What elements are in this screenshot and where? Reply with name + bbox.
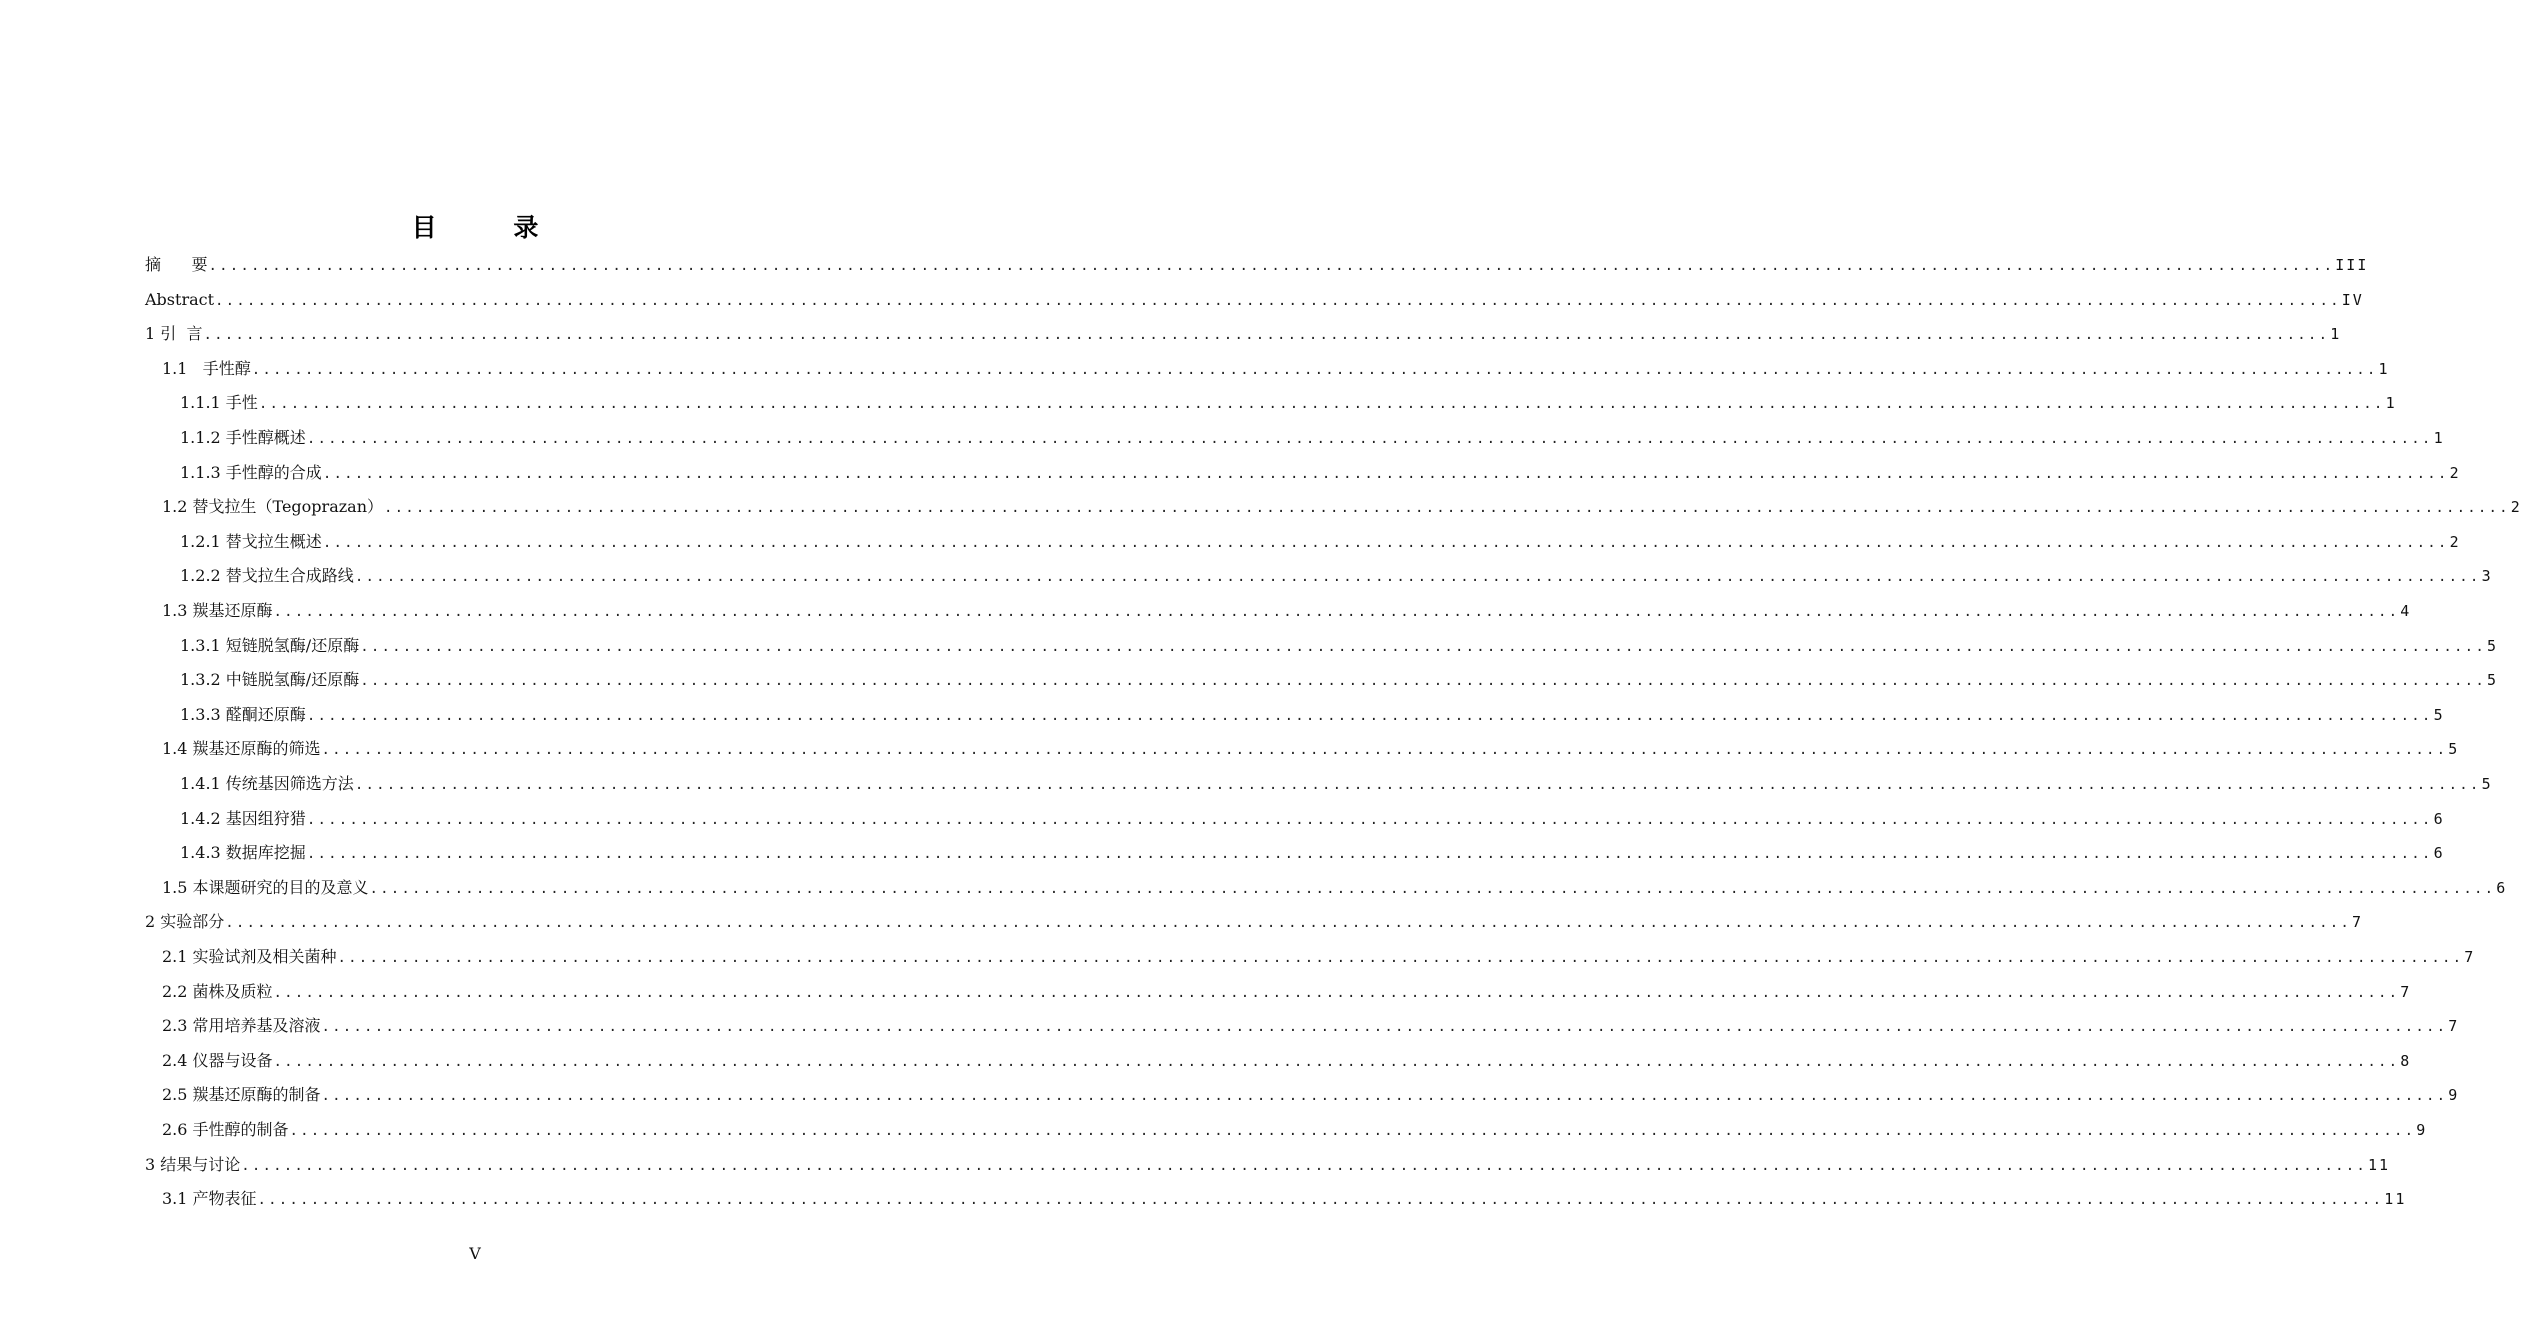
toc-entry-page: 3 [2481, 567, 2493, 586]
toc-entry-page: 11 [2368, 1155, 2391, 1174]
toc-entry-page: IV [2341, 290, 2364, 309]
toc-entry[interactable] [162, 490, 2522, 524]
toc-entry[interactable] [180, 386, 2397, 420]
toc-entry-page: 7 [2400, 982, 2412, 1001]
toc-entry-label: 3.1 产物表征 [162, 1189, 257, 1209]
toc-dot-leader: ........................................................................................................................................................................................................ [360, 638, 2486, 655]
toc-entry[interactable] [162, 594, 2412, 628]
toc-entry-page: 4 [2400, 602, 2412, 620]
toc-entry-label: 2.6 手性醇的制备 [162, 1120, 289, 1139]
toc-entry-page: 5 [2481, 775, 2493, 793]
toc-entry-label: 1.3.2 中链脱氢酶/还原酶 [180, 670, 360, 690]
toc-entry-page: 5 [2486, 636, 2498, 655]
toc-entry[interactable] [162, 1113, 2428, 1147]
toc-entry-page: 1 [2433, 429, 2445, 447]
toc-dot-leader: ........................................................................................................................................................................................................ [273, 1053, 2400, 1070]
toc-entry-page: 9 [2448, 1086, 2460, 1105]
toc-entry-label: 1.1.2 手性醇概述 [180, 428, 306, 447]
toc-entry[interactable] [145, 248, 2369, 282]
toc-entry-page: 6 [2433, 844, 2445, 863]
toc-entry[interactable] [180, 698, 2445, 732]
toc-entry[interactable] [180, 629, 2498, 663]
toc-entry-label: 2.4 仪器与设备 [162, 1050, 273, 1070]
toc-entry[interactable] [180, 767, 2493, 801]
toc-entry[interactable] [180, 836, 2445, 870]
toc-entry-page: 6 [2433, 809, 2445, 828]
toc-entry-label: 1 引 言 [145, 324, 203, 344]
toc-entry-label: Abstract [145, 289, 215, 309]
toc-dot-leader: ........................................................................................................................................................................................................ [354, 777, 2481, 793]
toc-entry-label: 3 结果与讨论 [145, 1154, 241, 1174]
toc-entry-label: 1.4.1 传统基因筛选方法 [180, 774, 354, 793]
toc-entry[interactable] [162, 1182, 2407, 1216]
toc-entry-page: 5 [2433, 705, 2445, 724]
toc-entry[interactable] [145, 1148, 2391, 1182]
toc-entry[interactable] [180, 663, 2498, 697]
toc-dot-leader: ........................................................................................................................................................................................................ [225, 915, 2352, 932]
toc-entry-page: 2 [2449, 532, 2461, 551]
toc-dot-leader: ........................................................................................................................................................................................................ [322, 534, 2449, 551]
toc-entry-page: 9 [2416, 1121, 2428, 1139]
toc-entry-label: 1.4 羰基还原酶的筛选 [162, 739, 321, 759]
toc-entry-label: 1.3.3 醛酮还原酶 [180, 704, 306, 724]
toc-entry[interactable] [162, 871, 2508, 905]
toc-entry-page: 1 [2330, 325, 2342, 344]
toc-dot-leader: ........................................................................................................................................................................................................ [369, 880, 2496, 897]
toc-entry-label: 1.3.1 短链脱氢酶/还原酶 [180, 635, 360, 655]
toc-entry-page: 8 [2400, 1051, 2412, 1070]
toc-entry-page: III [2335, 256, 2369, 274]
toc-entry-page: 7 [2464, 948, 2476, 966]
toc-dot-leader: ........................................................................................................................................................................................................ [321, 742, 2448, 759]
toc-entry[interactable] [145, 283, 2364, 317]
toc-entry-label: 1.3 羰基还原酶 [162, 601, 273, 620]
toc-entry-page: 2 [2510, 498, 2522, 517]
toc-dot-leader: ........................................................................................................................................................................................................ [273, 984, 2400, 1001]
toc-dot-leader: ........................................................................................................................................................................................................ [251, 361, 2378, 378]
toc-entry-page: 7 [2448, 1017, 2460, 1036]
toc-entry-label: 摘 要 [145, 255, 208, 274]
footer-page-number: V [469, 1244, 481, 1263]
toc-dot-leader: ........................................................................................................................................................................................................ [354, 569, 2481, 586]
toc-entry-label: 1.2.1 替戈拉生概述 [180, 531, 322, 551]
toc-dot-leader: ........................................................................................................................................................................................................ [306, 811, 2433, 828]
toc-entry[interactable] [162, 1009, 2460, 1043]
toc-entry-label: 1.2.2 替戈拉生合成路线 [180, 566, 354, 586]
toc-entry-label: 2.3 常用培养基及溶液 [162, 1016, 321, 1036]
toc-entry[interactable] [180, 421, 2445, 455]
toc-dot-leader: ........................................................................................................................................................................................................ [257, 1192, 2384, 1209]
toc-entry-label: 1.5 本课题研究的目的及意义 [162, 877, 369, 897]
toc-dot-leader: ........................................................................................................................................................................................................ [215, 292, 2341, 309]
toc-entry[interactable] [162, 940, 2476, 974]
toc-entry-label: 2.5 羰基还原酶的制备 [162, 1085, 321, 1105]
toc-entry[interactable] [180, 456, 2461, 490]
toc-dot-leader: ........................................................................................................................................................................................................ [306, 707, 2433, 724]
toc-entry[interactable] [162, 732, 2460, 766]
toc-entry-label: 1.4.3 数据库挖掘 [180, 843, 306, 863]
toc-dot-leader: ........................................................................................................................................................................................................ [258, 396, 2385, 413]
toc-dot-leader: ........................................................................................................................................................................................................ [289, 1123, 2416, 1139]
toc-dot-leader: ........................................................................................................................................................................................................ [241, 1157, 2368, 1174]
toc-entry-label: 1.1.1 手性 [180, 393, 258, 413]
toc-dot-leader: ........................................................................................................................................................................................................ [203, 327, 2330, 344]
toc-dot-leader: ........................................................................................................................................................................................................ [273, 604, 2400, 620]
toc-dot-leader: ........................................................................................................................................................................................................ [322, 465, 2449, 482]
toc-entry-label: 1.2 替戈拉生（Tegoprazan） [162, 497, 384, 517]
toc-entry-label: 2.2 菌株及质粒 [162, 981, 273, 1001]
toc-entry[interactable] [162, 1044, 2412, 1078]
toc-entry-page: 2 [2449, 463, 2461, 482]
toc-entry-label: 2.1 实验试剂及相关菌种 [162, 947, 337, 966]
toc-entry-page: 5 [2448, 740, 2460, 759]
toc-entry-page: 11 [2384, 1190, 2407, 1209]
toc-dot-leader: ........................................................................................................................................................................................................ [337, 950, 2464, 966]
toc-entry-page: 1 [2385, 394, 2397, 413]
toc-entry[interactable] [162, 1078, 2460, 1112]
toc-entry[interactable] [145, 317, 2342, 351]
toc-entry-page: 6 [2496, 878, 2508, 897]
toc-entry[interactable] [162, 352, 2390, 386]
toc-dot-leader: ........................................................................................................................................................................................................ [306, 846, 2433, 863]
toc-dot-leader: ........................................................................................................................................................................................................ [208, 258, 2335, 274]
toc-entry-label: 1.1.3 手性醇的合成 [180, 462, 322, 482]
toc-entry-label: 1.4.2 基因组狩猎 [180, 808, 306, 828]
toc-dot-leader: ........................................................................................................................................................................................................ [321, 1088, 2448, 1105]
toc-entry[interactable] [180, 802, 2445, 836]
toc-entry-page: 5 [2486, 671, 2498, 690]
toc-entry[interactable] [180, 559, 2493, 593]
toc-entry-label: 2 实验部分 [145, 912, 225, 932]
toc-dot-leader: ........................................................................................................................................................................................................ [306, 431, 2433, 447]
toc-dot-leader: ........................................................................................................................................................................................................ [384, 500, 2510, 517]
toc-dot-leader: ........................................................................................................................................................................................................ [321, 1019, 2448, 1036]
toc-entry[interactable] [162, 975, 2412, 1009]
page-title: 目 录 [411, 213, 573, 242]
toc-entry-page: 7 [2352, 913, 2364, 932]
toc-entry[interactable] [145, 905, 2364, 939]
toc-entry-label: 1.1 手性醇 [162, 358, 251, 378]
toc-entry-page: 1 [2378, 359, 2390, 378]
toc-entry[interactable] [180, 525, 2461, 559]
toc-dot-leader: ........................................................................................................................................................................................................ [360, 673, 2486, 690]
